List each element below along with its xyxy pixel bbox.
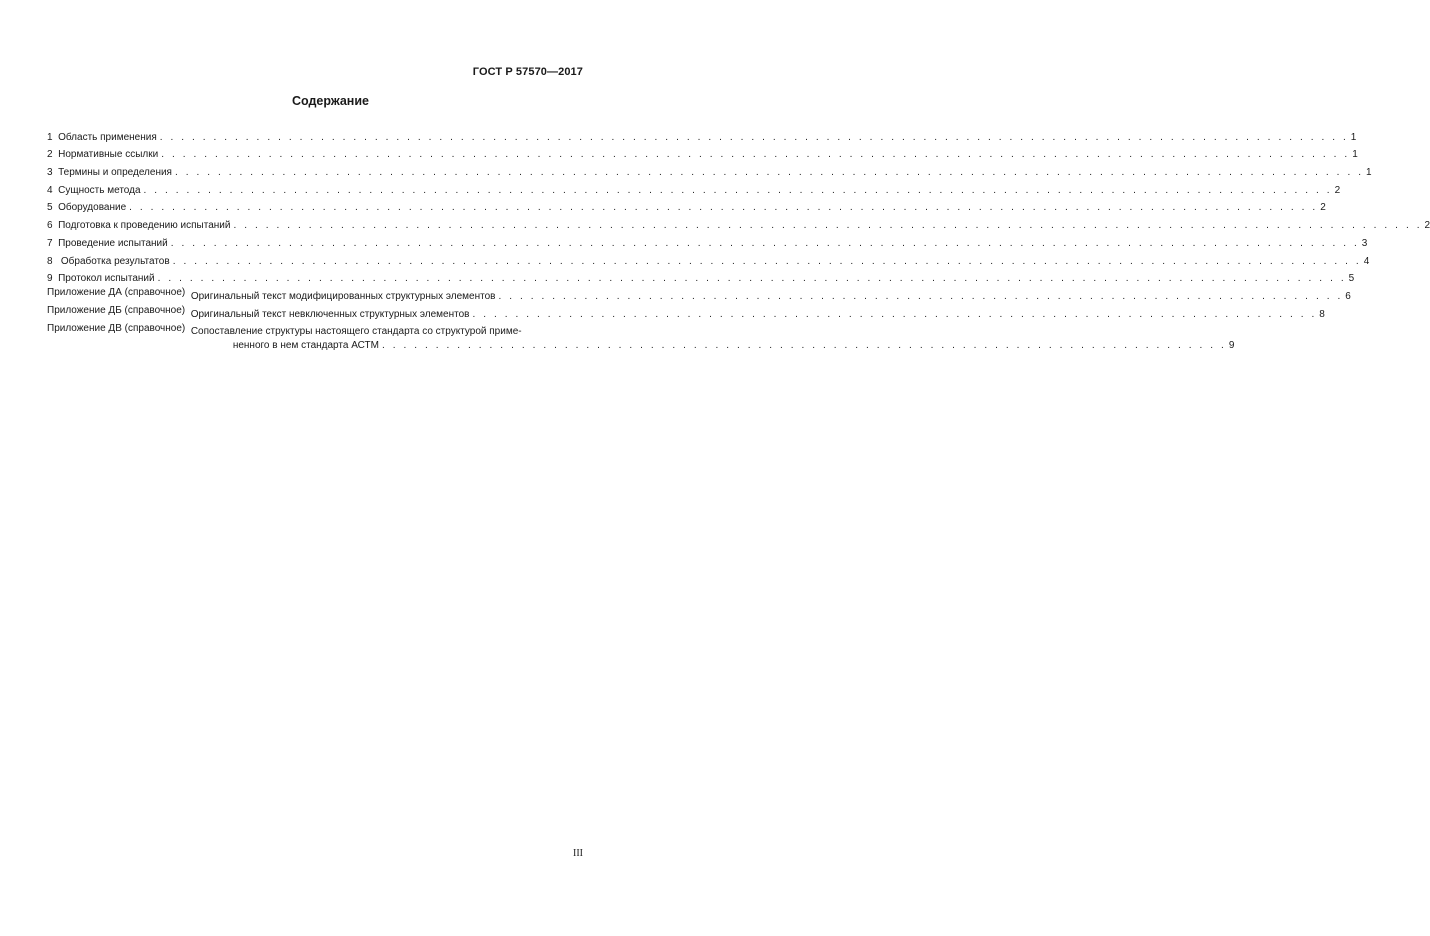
- leader-dots: [472, 309, 1316, 321]
- toc-entry-label: 6 Подготовка к проведению испытаний: [47, 220, 231, 232]
- toc-entry[interactable]: [47, 144, 1358, 162]
- toc-entry-label: 3 Термины и определения: [47, 167, 172, 179]
- toc-entry-label: 7 Проведение испытаний: [47, 237, 168, 249]
- toc-entry-label: 2 Нормативные ссылки: [47, 149, 159, 161]
- toc-entry[interactable]: [47, 161, 1372, 179]
- toc-entry[interactable]: [47, 214, 1430, 232]
- leader-dots: [498, 291, 1342, 303]
- toc-entry-page: 3: [1361, 237, 1368, 249]
- toc-entry-page: 1: [1352, 149, 1358, 161]
- toc-entry[interactable]: [47, 268, 1355, 286]
- toc-entry-label: 1 Область применения: [47, 131, 157, 143]
- toc-entry[interactable]: [47, 250, 1370, 268]
- appendix-entry[interactable]: [47, 303, 1325, 321]
- toc-entry[interactable]: [47, 197, 1326, 215]
- appendix-title: Оригинальный текст модифицированных структурных элементов: [190, 290, 496, 302]
- appendix-page: 9: [1228, 340, 1235, 352]
- leader-dots: [160, 132, 1349, 144]
- toc-entry-label: 8 Обработка результатов: [47, 255, 170, 267]
- leader-dots: [144, 185, 1333, 197]
- leader-dots: [129, 202, 1318, 214]
- toc-entry[interactable]: [47, 232, 1368, 250]
- toc-entry[interactable]: [47, 126, 1357, 144]
- leader-dots: [161, 149, 1350, 161]
- toc-entry-page: 2: [1320, 202, 1326, 214]
- toc-entry-label: 9 Протокол испытаний: [47, 273, 155, 285]
- appendix-prefix: Приложение ДА (справочное): [47, 287, 191, 299]
- page-title: Содержание: [291, 94, 369, 108]
- appendix-title: Оригинальный текст невключенных структурных элементов: [190, 308, 470, 320]
- toc-entry-page: 2: [1334, 184, 1341, 196]
- appendix-page: 6: [1345, 290, 1351, 302]
- document-id: ГОСТ Р 57570—2017: [472, 66, 583, 78]
- appendix-title-line1: Сопоставление структуры настоящего стандарта со структурой приме-: [190, 326, 522, 338]
- leader-dots: [171, 238, 1360, 250]
- toc-entry-page: 4: [1363, 255, 1370, 267]
- leader-dots: [233, 220, 1422, 232]
- leader-dots: [173, 256, 1362, 268]
- toc-entry[interactable]: [47, 179, 1341, 197]
- toc-entry-page: 1: [1366, 167, 1372, 179]
- toc-entry-page: 2: [1424, 220, 1430, 232]
- toc-entry-label: 4 Сущность метода: [47, 184, 141, 196]
- appendix-title-line2: ненного в нем стандарта АСТМ: [232, 340, 379, 352]
- appendix-page: 8: [1319, 308, 1325, 320]
- page-number: III: [573, 848, 583, 859]
- appendix-entry[interactable]: [47, 285, 1351, 303]
- appendix-entry[interactable]: [47, 321, 1235, 353]
- appendix-prefix: Приложение ДБ (справочное): [47, 304, 191, 316]
- toc-entry-page: 5: [1348, 273, 1355, 285]
- leader-dots: [382, 340, 1226, 352]
- appendix-prefix: Приложение ДВ (справочное): [47, 322, 191, 334]
- toc-entry-page: 1: [1350, 131, 1357, 143]
- leader-dots: [158, 273, 1347, 285]
- leader-dots: [175, 167, 1364, 179]
- toc-entry-label: 5 Оборудование: [47, 202, 127, 214]
- table-of-contents: [47, 126, 1430, 352]
